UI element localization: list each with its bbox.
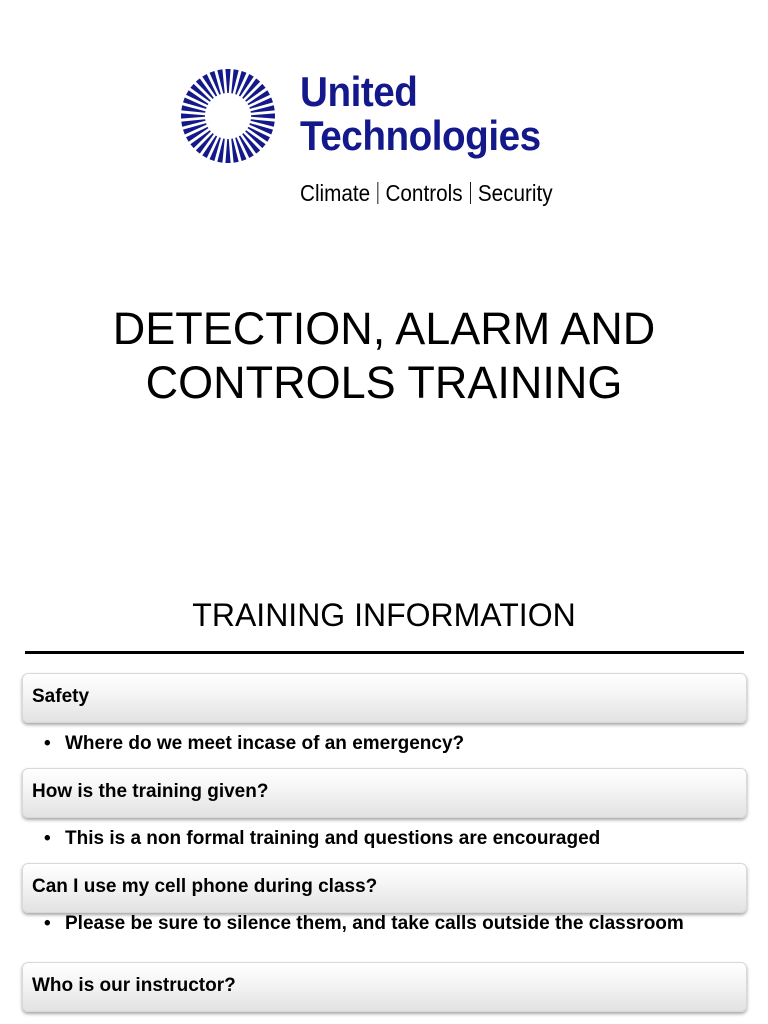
tagline-item-security: Security	[477, 180, 553, 206]
question-text: How is the training given?	[32, 781, 269, 802]
logo-name-line2: Technologies	[300, 112, 541, 159]
tagline-item-climate: Climate	[300, 180, 371, 206]
slide-1-title	[0, 302, 768, 410]
sunburst-logo-icon	[180, 68, 276, 164]
answer-bullet	[44, 913, 744, 935]
question-bar-safety	[22, 673, 747, 723]
answer-text: Please be sure to silence them, and take calls outside the classroom	[65, 913, 684, 934]
logo-tagline	[300, 180, 553, 207]
question-text: Who is our instructor?	[32, 975, 236, 996]
title-line-2: CONTROLS TRAINING	[145, 357, 623, 408]
question-bar-instructor	[22, 962, 747, 1012]
tagline-separator	[377, 182, 378, 204]
logo-ray	[181, 113, 205, 118]
bullet-icon: •	[44, 733, 51, 754]
bullet-icon: •	[44, 828, 51, 849]
logo-ray	[251, 113, 275, 118]
question-bar-training	[22, 768, 747, 818]
answer-text: This is a non formal training and questions are encouraged	[65, 828, 601, 849]
logo-ray	[225, 69, 230, 93]
tagline-item-controls: Controls	[385, 180, 463, 206]
company-logo	[180, 66, 600, 216]
slide-2-title: TRAINING INFORMATION	[192, 597, 576, 633]
answer-text: Where do we meet incase of an emergency?	[65, 733, 465, 754]
logo-wordmark	[300, 70, 541, 158]
tagline-separator	[470, 182, 471, 204]
answer-bullet	[44, 828, 744, 850]
title-divider	[25, 651, 744, 654]
bullet-icon: •	[44, 913, 51, 934]
question-bar-cell-phone	[22, 863, 747, 913]
question-text: Safety	[32, 686, 90, 707]
question-text: Can I use my cell phone during class?	[32, 876, 378, 897]
title-line-1: DETECTION, ALARM AND	[112, 303, 656, 354]
logo-name-line1: United	[300, 68, 418, 115]
logo-ray	[225, 139, 230, 163]
answer-bullet	[44, 733, 744, 755]
